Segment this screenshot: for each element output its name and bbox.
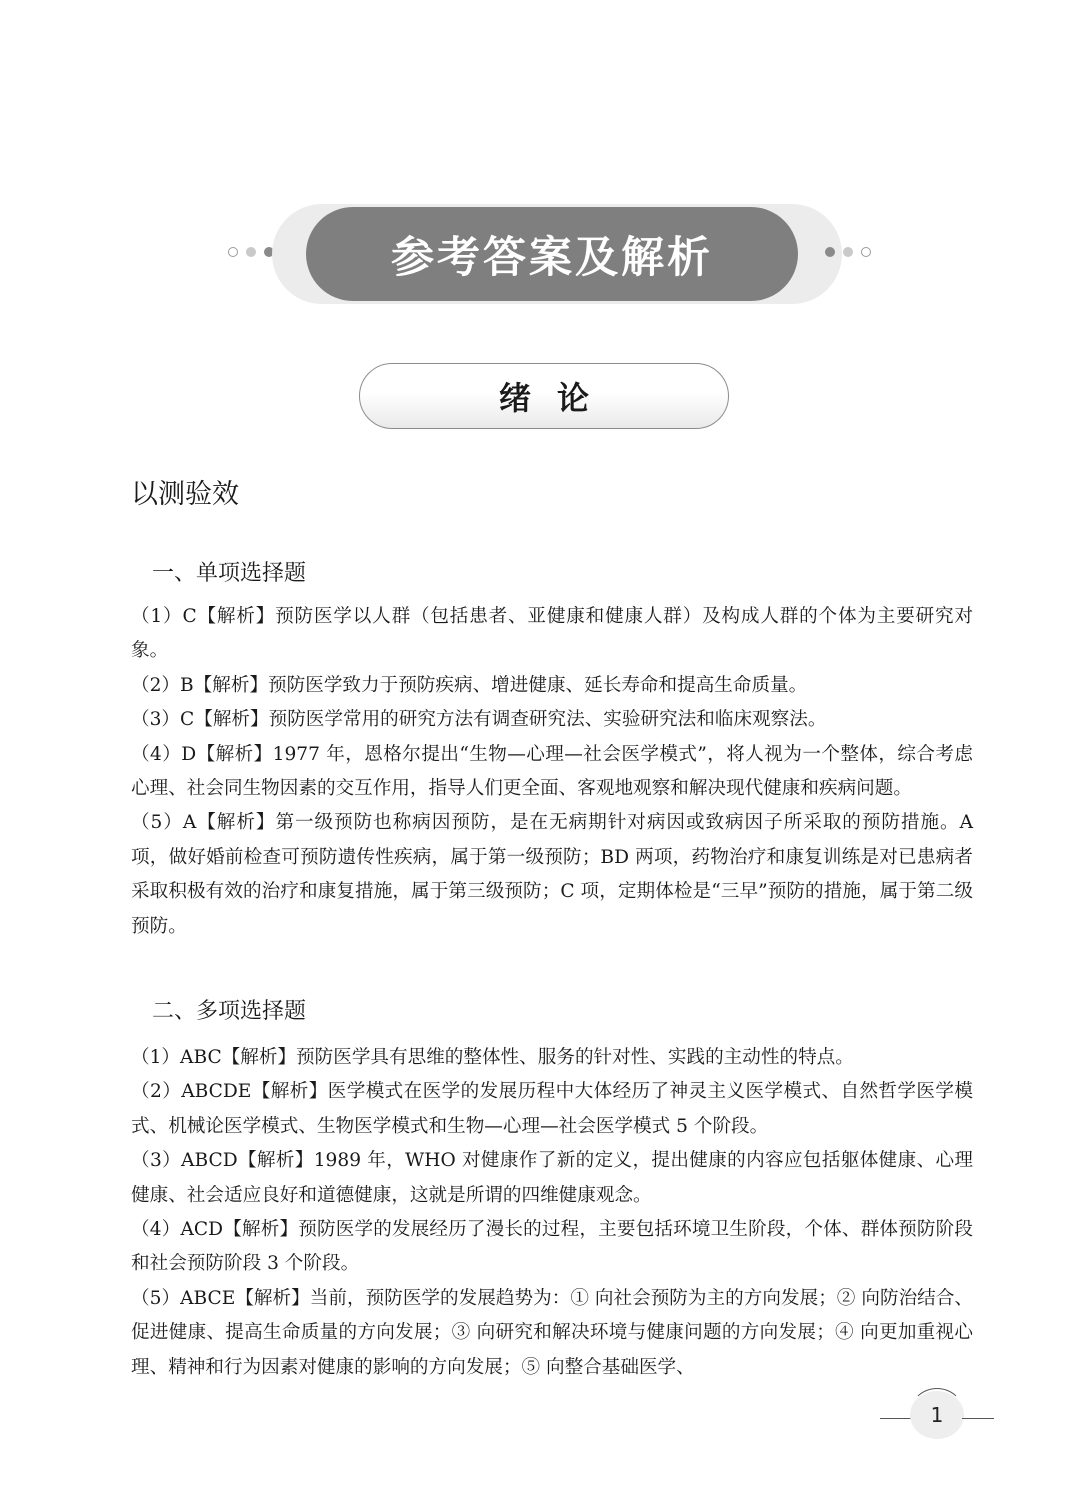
answer-item: （3）ABCD【解析】1989 年，WHO 对健康作了新的定义，提出健康的内容应包括躯体健康、心理健康、社会适应良好和道德健康，这就是所谓的四维健康观念。: [131, 1150, 973, 1206]
answer-item: （3）C【解析】预防医学常用的研究方法有调查研究法、实验研究法和临床观察法。: [131, 709, 827, 731]
page-rule-left: [880, 1418, 912, 1419]
single-choice-title: 一、单项选择题: [152, 561, 307, 586]
light-dot-icon: [246, 247, 256, 257]
banner-pill: [306, 207, 798, 301]
answer-item: （4）ACD【解析】预防医学的发展经历了漫长的过程，主要包括环境卫生阶段，个体、群体预防阶段和社会预防阶段 3 个阶段。: [131, 1219, 973, 1275]
ring-dot-icon: [228, 247, 238, 257]
dark-dot-icon: [825, 247, 835, 257]
multi-choice-answers: [131, 1041, 973, 1385]
answer-item: （4）D【解析】1977 年，恩格尔提出“生物—心理—社会医学模式”，将人视为一个整体，综合考虑心理、社会同生物因素的交互作用，指导人们更全面、客观地观察和解决现代健康和疾病问题。: [131, 743, 973, 800]
answer-item: （5）ABCE【解析】当前，预防医学的发展趋势为：① 向社会预防为主的方向发展；② 向防治结合、促进健康、提高生命质量的方向发展；③ 向研究和解决环境与健康问题的方向发展；④ 向更加重视心理、精神和行为因素对健康的影响的方向发展；⑤ 向整合基础医学、: [131, 1287, 973, 1378]
answer-item: （1）C【解析】预防医学以人群（包括患者、亚健康和健康人群）及构成人群的个体为主要研究对象。: [131, 606, 973, 662]
light-dot-icon: [843, 247, 853, 257]
multi-choice-title: 二、多项选择题: [152, 999, 307, 1024]
chapter-heading-box: [359, 363, 729, 429]
section-title: 以测验效: [131, 479, 239, 510]
answer-item: （5）A【解析】第一级预防也称病因预防，是在无病期针对病因或致病因子所采取的预防措施。A 项，做好婚前检查可预防遗传性疾病，属于第一级预防；BD 两项，药物治疗和康复训练是对已患病者采取积极有效的治疗和康复措施，属于第三级预防；C 项，定期体检是“三早”预防的措施，属于第二级预防。: [131, 812, 973, 937]
single-choice-answers: [131, 600, 973, 944]
answers-banner: [228, 204, 878, 304]
page-number: 1: [930, 1403, 944, 1427]
answer-item: （2）B【解析】预防医学致力于预防疾病、增进健康、延长寿命和提高生命质量。: [131, 674, 808, 696]
answer-item: （2）ABCDE【解析】医学模式在医学的发展历程中大体经历了神灵主义医学模式、自然哲学医学模式、机械论医学模式、生物医学模式和生物—心理—社会医学模式 5 个阶段。: [131, 1081, 973, 1137]
ring-dot-icon: [861, 247, 871, 257]
page-rule-right: [962, 1418, 994, 1419]
chapter-title: 绪论: [498, 379, 615, 417]
page-number-arc: [910, 1388, 964, 1438]
banner-title: 参考答案及解析: [391, 232, 713, 283]
page-number-badge: [880, 1388, 994, 1442]
answer-item: （1）ABC【解析】预防医学具有思维的整体性、服务的针对性、实践的主动性的特点。: [131, 1047, 854, 1068]
